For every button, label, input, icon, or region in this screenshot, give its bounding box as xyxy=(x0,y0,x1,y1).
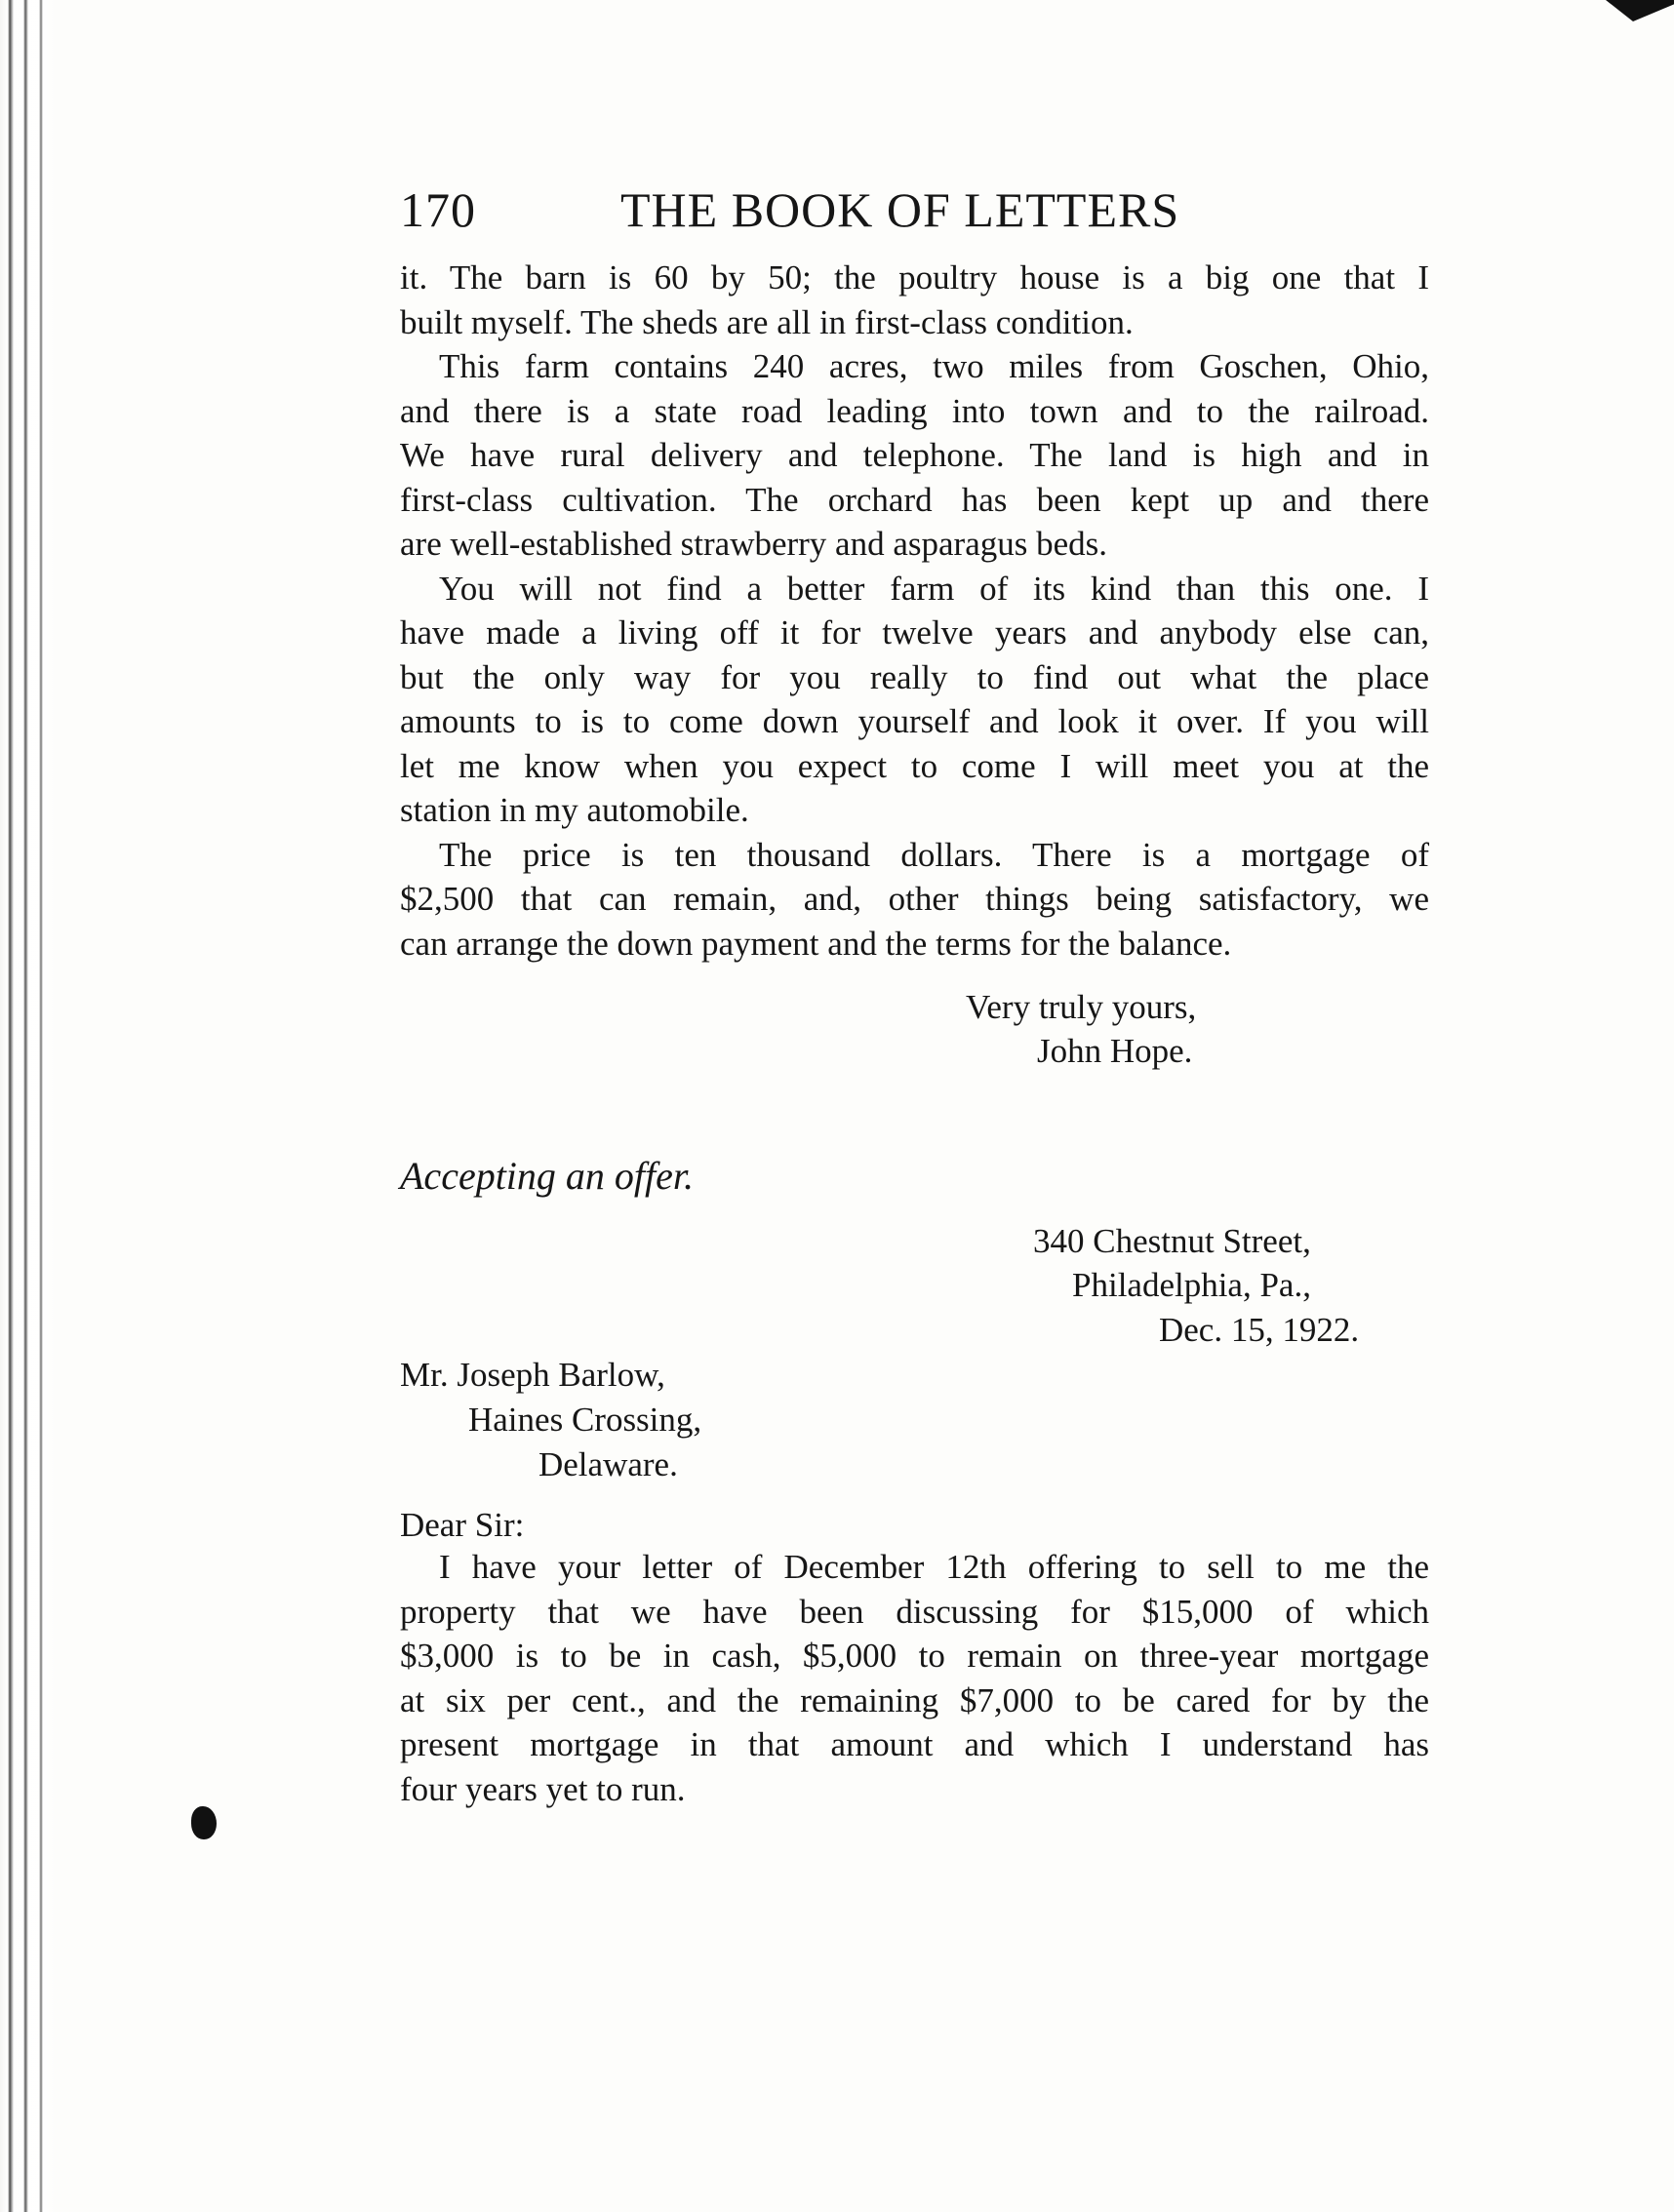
binding-edge-shadow xyxy=(0,0,55,2212)
ink-blot xyxy=(191,1806,217,1839)
body-line: present mortgage in that amount and which I understand has xyxy=(400,1725,1429,1763)
corner-scan-mark xyxy=(1606,0,1674,21)
letter-body-continued xyxy=(400,256,1429,966)
body-line: it. The barn is 60 by 50; the poultry house is a big one that I xyxy=(400,258,1429,296)
body-line: and there is a state road leading into town and to the railroad. xyxy=(400,391,1429,430)
body-line: have made a living off it for twelve years and anybody else can, xyxy=(400,613,1429,652)
body-line: This farm contains 240 acres, two miles from Goschen, Ohio, xyxy=(439,347,1429,385)
recipient-place: Haines Crossing, xyxy=(468,1401,702,1439)
body-line: station in my automobile. xyxy=(400,791,749,829)
running-title: THE BOOK OF LETTERS xyxy=(620,182,1180,237)
body-line: let me know when you expect to come I will meet you at the xyxy=(400,746,1429,785)
sender-city: Philadelphia, Pa., xyxy=(1072,1266,1311,1304)
sender-street: 340 Chestnut Street, xyxy=(1033,1222,1311,1260)
recipient-name: Mr. Joseph Barlow, xyxy=(400,1356,665,1394)
body-line: I have your letter of December 12th offering to sell to me the xyxy=(439,1548,1429,1586)
body-line: can arrange the down payment and the terms for the balance. xyxy=(400,924,1232,963)
letter-date: Dec. 15, 1922. xyxy=(1159,1311,1360,1349)
body-line: property that we have been discussing for $15,000 of which xyxy=(400,1592,1429,1631)
page-number: 170 xyxy=(400,182,476,237)
complimentary-close: Very truly yours, xyxy=(966,988,1197,1026)
body-line: are well-established strawberry and asparagus beds. xyxy=(400,525,1108,563)
letter-body xyxy=(400,1545,1429,1811)
body-line: at six per cent., and the remaining $7,000 to be cared for by the xyxy=(400,1680,1429,1719)
body-line: four years yet to run. xyxy=(400,1769,686,1808)
body-line: We have rural delivery and telephone. The land is high and in xyxy=(400,436,1429,474)
section-heading: Accepting an offer. xyxy=(400,1154,695,1198)
salutation: Dear Sir: xyxy=(400,1506,525,1544)
body-line: first-class cultivation. The orchard has been kept up and there xyxy=(400,480,1429,519)
body-line: $3,000 is to be in cash, $5,000 to remain on three-year mortgage xyxy=(400,1637,1429,1675)
body-line: You will not find a better farm of its kind than this one. I xyxy=(439,569,1429,608)
body-line: $2,500 that can remain, and, other things being satisfactory, we xyxy=(400,880,1429,918)
signature: John Hope. xyxy=(1037,1032,1193,1070)
body-line: amounts to is to come down yourself and look it over. If you will xyxy=(400,702,1429,740)
body-line: The price is ten thousand dollars. There is a mortgage of xyxy=(439,835,1429,874)
running-header xyxy=(400,174,1219,242)
recipient-state: Delaware. xyxy=(538,1445,678,1483)
body-line: built myself. The sheds are all in first-class condition. xyxy=(400,302,1134,341)
body-line: but the only way for you really to find out what the place xyxy=(400,657,1429,696)
